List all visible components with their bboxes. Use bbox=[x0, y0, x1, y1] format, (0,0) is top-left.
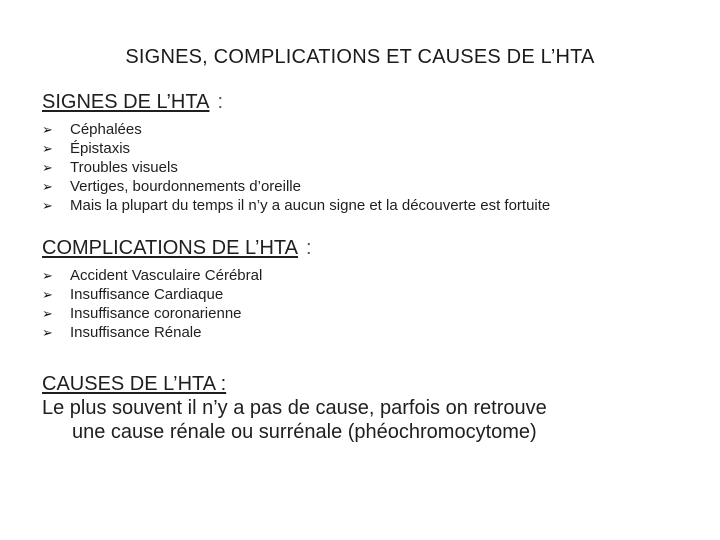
causes-text-line-2: une cause rénale ou surrénale (phéochromocytome) bbox=[72, 421, 537, 443]
complications-section bbox=[42, 236, 312, 342]
list-item-text: Insuffisance coronarienne bbox=[70, 305, 242, 322]
list-item bbox=[42, 304, 312, 323]
list-item bbox=[42, 196, 550, 215]
list-item-text: Insuffisance Cardiaque bbox=[70, 286, 224, 303]
arrowhead-bullet-icon: ➢ bbox=[42, 306, 53, 321]
page-title: SIGNES, COMPLICATIONS ET CAUSES DE L’HTA bbox=[125, 46, 595, 68]
complications-heading-colon: : bbox=[305, 237, 312, 259]
signes-heading-text: SIGNES DE L’HTA bbox=[42, 91, 210, 113]
causes-text-line-1: Le plus souvent il n’y a pas de cause, parfois on retrouve bbox=[42, 397, 547, 419]
list-item bbox=[42, 139, 550, 158]
list-item-text: Vertiges, bourdonnements d’oreille bbox=[70, 178, 301, 195]
arrowhead-bullet-icon: ➢ bbox=[42, 198, 53, 213]
signes-heading bbox=[42, 90, 550, 114]
list-item-text: Accident Vasculaire Cérébral bbox=[70, 267, 263, 284]
causes-section bbox=[42, 372, 547, 444]
list-item-text: Troubles visuels bbox=[70, 159, 178, 176]
list-item bbox=[42, 177, 550, 196]
arrowhead-bullet-icon: ➢ bbox=[42, 141, 53, 156]
list-item bbox=[42, 120, 550, 139]
arrowhead-bullet-icon: ➢ bbox=[42, 179, 53, 194]
signes-section bbox=[42, 90, 550, 215]
list-item-text: Mais la plupart du temps il n’y a aucun signe et la découverte est fortuite bbox=[70, 197, 551, 214]
arrowhead-bullet-icon: ➢ bbox=[42, 325, 53, 340]
list-item bbox=[42, 323, 312, 342]
list-item bbox=[42, 266, 312, 285]
causes-heading bbox=[42, 372, 547, 396]
list-item bbox=[42, 285, 312, 304]
list-item-text: Céphalées bbox=[70, 121, 142, 138]
arrowhead-bullet-icon: ➢ bbox=[42, 268, 53, 283]
causes-heading-text: CAUSES DE L’HTA : bbox=[42, 373, 227, 395]
signes-heading-colon: : bbox=[217, 91, 224, 113]
complications-list bbox=[42, 266, 312, 342]
list-item bbox=[42, 158, 550, 177]
arrowhead-bullet-icon: ➢ bbox=[42, 160, 53, 175]
list-item-text: Épistaxis bbox=[70, 140, 131, 157]
complications-heading-text: COMPLICATIONS DE L’HTA bbox=[42, 237, 298, 259]
arrowhead-bullet-icon: ➢ bbox=[42, 122, 53, 137]
signes-list bbox=[42, 120, 550, 215]
complications-heading bbox=[42, 236, 312, 260]
arrowhead-bullet-icon: ➢ bbox=[42, 287, 53, 302]
list-item-text: Insuffisance Rénale bbox=[70, 324, 202, 341]
